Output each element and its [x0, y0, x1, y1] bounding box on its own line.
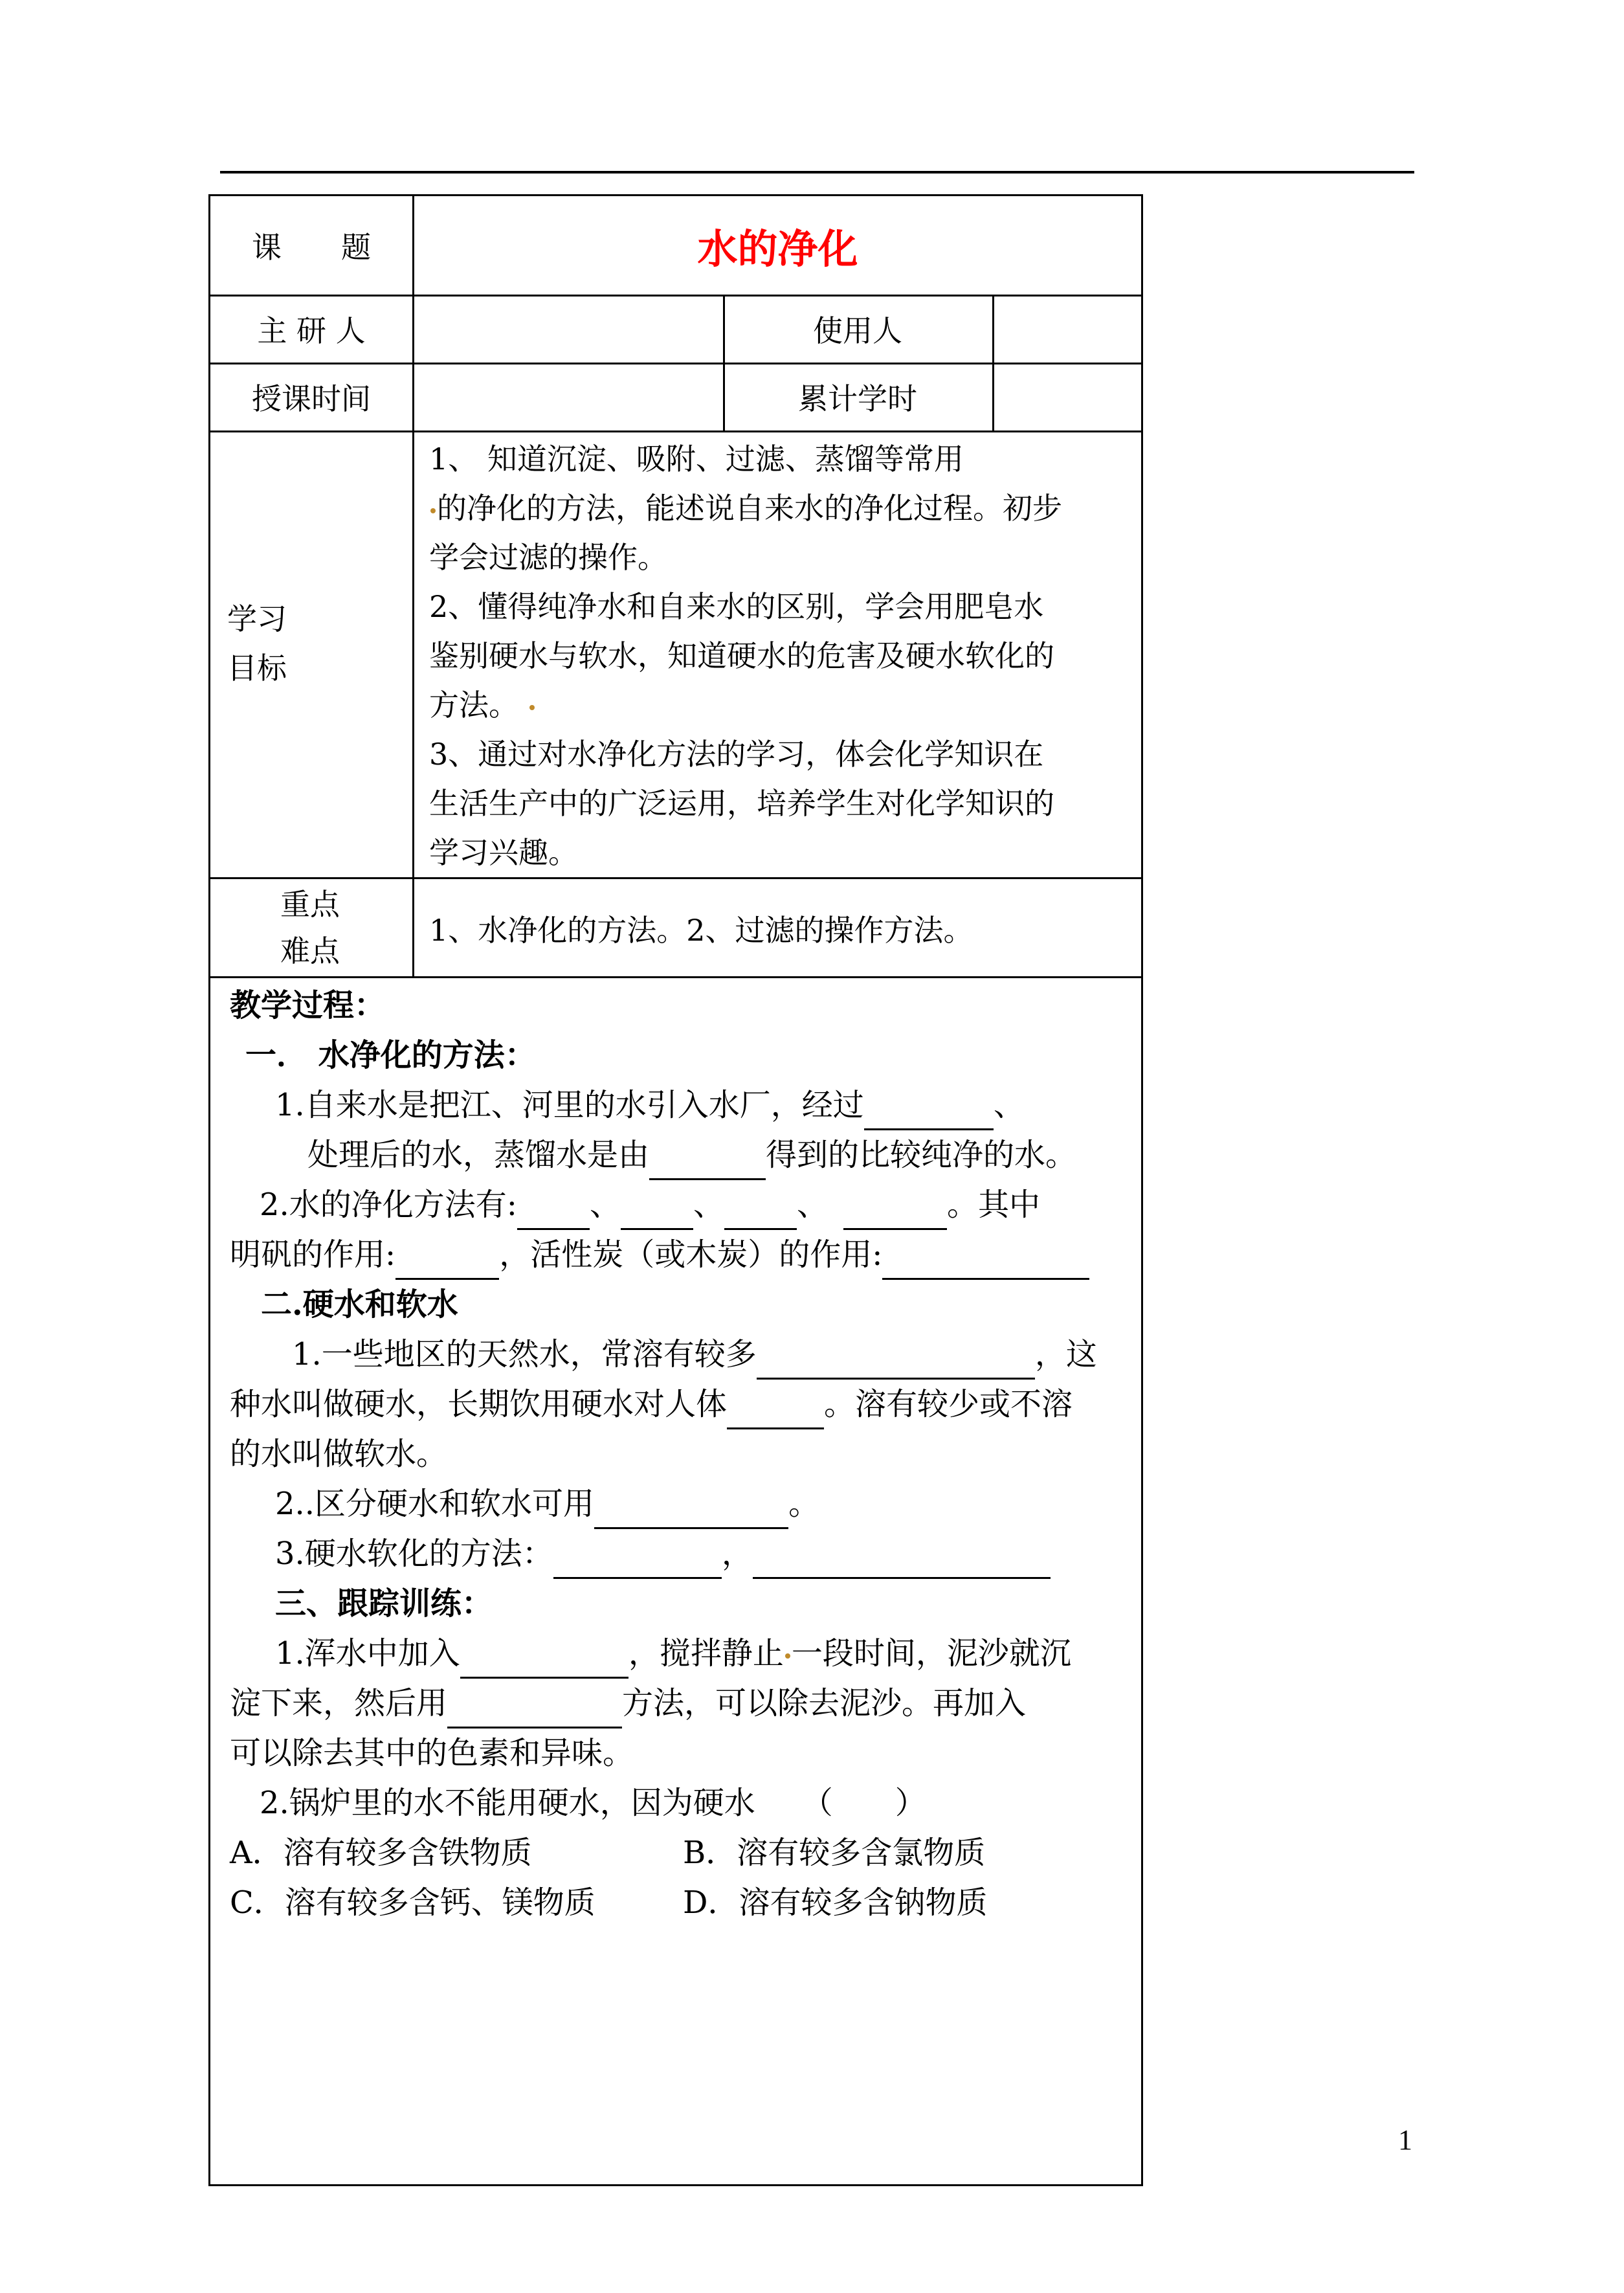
q2-text: 。其中 [947, 1187, 1041, 1223]
objective-line: 学会过滤的操作。 [429, 540, 667, 575]
objective-line: 1、 知道沉淀、吸附、过滤、蒸馏等常用 [429, 442, 964, 476]
s2-q3-line [230, 1529, 1136, 1579]
objective-line: 生活生产中的广泛运用，培养学生对化学知识的 [429, 786, 1054, 821]
answer-blank[interactable] [757, 1344, 1035, 1380]
s2-q2-text: 。 [788, 1486, 820, 1522]
row-divider [210, 976, 1143, 978]
q1-text: 、 [993, 1087, 1025, 1123]
q1-text: 得到的比较纯净的水。 [766, 1137, 1077, 1173]
option-d[interactable]: D．溶有较多含钠物质 [683, 1885, 988, 1921]
section-2-title-text: 二.硬水和软水 [261, 1286, 458, 1323]
q2-text: 、 [693, 1187, 725, 1223]
option-c[interactable]: C．溶有较多含钙、镁物质 [230, 1885, 595, 1921]
answer-blank[interactable] [753, 1543, 1051, 1579]
s2-q2-line [230, 1479, 1136, 1529]
objective-line [429, 680, 1135, 730]
objective-line: 2、懂得纯净水和自来水的区别，学会用肥皂水 [429, 589, 1044, 624]
s3-q1-line-3: 可以除去其中的色素和异味。 [230, 1735, 634, 1771]
objective-line: 学习兴趣。 [429, 835, 578, 870]
keypoints-label-line: 难点 [280, 934, 340, 968]
answer-blank[interactable] [460, 1643, 628, 1679]
s3-q1-text: 1.浑水中加入 [275, 1635, 460, 1672]
q1-line-1 [230, 1080, 1136, 1130]
answer-blank[interactable] [594, 1493, 788, 1529]
hours-value [992, 363, 1143, 431]
row-divider [210, 431, 1143, 432]
objectives-text [429, 434, 1135, 877]
user-label: 使用人 [813, 313, 902, 348]
s2-q1-text: 种水叫做硬水，长期饮用硬水对人体 [230, 1386, 728, 1422]
answer-blank[interactable] [724, 1194, 797, 1230]
q2-text: 2.水的净化方法有: [260, 1187, 517, 1223]
options-row-1 [230, 1828, 1136, 1878]
options-row-2 [230, 1878, 1136, 1928]
s2-q1-text: ，这 [1034, 1336, 1097, 1372]
option-b[interactable]: B．溶有较多含氯物质 [683, 1835, 986, 1871]
time-value [412, 363, 723, 431]
title-cell [412, 196, 1143, 295]
answer-blank[interactable] [517, 1194, 590, 1230]
objective-line: 3、通过对水净化方法的学习，体会化学知识在 [429, 737, 1044, 772]
topic-label: 课 题 [252, 230, 371, 265]
s3-q1-line-1 [230, 1629, 1136, 1679]
objectives-label-line: 目标 [227, 651, 287, 686]
q2-text: 、 [589, 1187, 621, 1223]
q1-text: 1.自来水是把江、河里的水引入水厂，经过 [275, 1087, 864, 1123]
s2-q1-line-2 [230, 1380, 1136, 1429]
answer-blank[interactable] [882, 1244, 1089, 1280]
objective-line [429, 484, 1135, 533]
researcher-label: 主 研 人 [257, 313, 366, 348]
header-rule [220, 171, 1414, 173]
process-heading: 教学过程： [230, 987, 386, 1023]
answer-blank[interactable] [649, 1145, 766, 1180]
q2-text: 明矾的作用: [230, 1236, 396, 1273]
s2-q3-text: ， [721, 1536, 753, 1572]
mark-dot [430, 508, 436, 513]
s3-q2-line: 2.锅炉里的水不能用硬水，因为硬水 （ ） [260, 1785, 926, 1821]
section-2-title [230, 1280, 1136, 1330]
q1-text: 处理后的水，蒸馏水是由 [307, 1137, 650, 1173]
row-divider [210, 877, 1143, 879]
option-a[interactable]: A．溶有较多含铁物质 [230, 1835, 532, 1871]
answer-blank[interactable] [727, 1394, 824, 1429]
s2-q3-text: 3.硬水软化的方法： [275, 1536, 553, 1572]
answer-blank[interactable] [621, 1194, 693, 1230]
time-label: 授课时间 [252, 381, 371, 416]
answer-blank[interactable] [395, 1244, 499, 1280]
answer-blank[interactable] [843, 1194, 947, 1230]
user-value [992, 295, 1143, 363]
section-3-title-text: 三、跟踪训练： [275, 1585, 493, 1622]
answer-blank[interactable] [553, 1543, 722, 1579]
page-title: 水的净化 [697, 225, 858, 273]
q2-line-1 [230, 1180, 1136, 1230]
s2-q1-text: 。溶有较少或不溶 [824, 1386, 1073, 1422]
objectives-label-line: 学习 [227, 601, 287, 636]
q2-text: 、 [797, 1187, 813, 1223]
keypoints-text: 1、水净化的方法。2、过滤的操作方法。 [429, 913, 973, 948]
section-3-title [230, 1579, 1136, 1629]
s3-q1-text: 淀下来，然后用 [230, 1685, 448, 1721]
mark-dot [529, 705, 535, 710]
s3-q1-text: ，搅拌静止 [628, 1635, 784, 1672]
teaching-process [230, 981, 1136, 1928]
s2-q1-text: 1.一些地区的天然水，常溶有较多 [292, 1336, 757, 1372]
objective-line-text: 方法。 [429, 688, 518, 722]
page-number: 1 [1398, 2124, 1412, 2156]
section-1-title [230, 1031, 1136, 1080]
hours-label: 累计学时 [798, 381, 917, 416]
objective-line-text: 的净化的方法，能述说自来水的净化过程。初步 [437, 491, 1062, 526]
s2-q1-line-1 [230, 1330, 1136, 1380]
objectives-label [227, 594, 408, 693]
q2-text: ，活性炭（或木炭）的作用: [499, 1236, 883, 1273]
q2-line-2 [230, 1230, 1136, 1280]
answer-blank[interactable] [864, 1095, 994, 1130]
keypoints-label-line: 重点 [280, 887, 340, 922]
s3-q1-text: 一段时间，泥沙就沉 [791, 1635, 1071, 1672]
section-1-title-text: 一． 水净化的方法： [245, 1037, 536, 1073]
mark-dot [785, 1653, 790, 1659]
s2-q1-line-3: 的水叫做软水。 [230, 1436, 448, 1472]
s2-q2-text: 2..区分硬水和软水可用 [275, 1486, 595, 1522]
keypoints-label [280, 881, 410, 974]
researcher-value [412, 295, 723, 363]
s3-q1-line-2 [230, 1679, 1136, 1728]
answer-blank[interactable] [447, 1693, 622, 1728]
s3-q1-text: 方法，可以除去泥沙。再加入 [622, 1685, 1027, 1721]
lesson-plan-table [208, 194, 1143, 2186]
q1-line-2 [230, 1130, 1136, 1180]
objective-line: 鉴别硬水与软水，知道硬水的危害及硬水软化的 [429, 638, 1054, 673]
